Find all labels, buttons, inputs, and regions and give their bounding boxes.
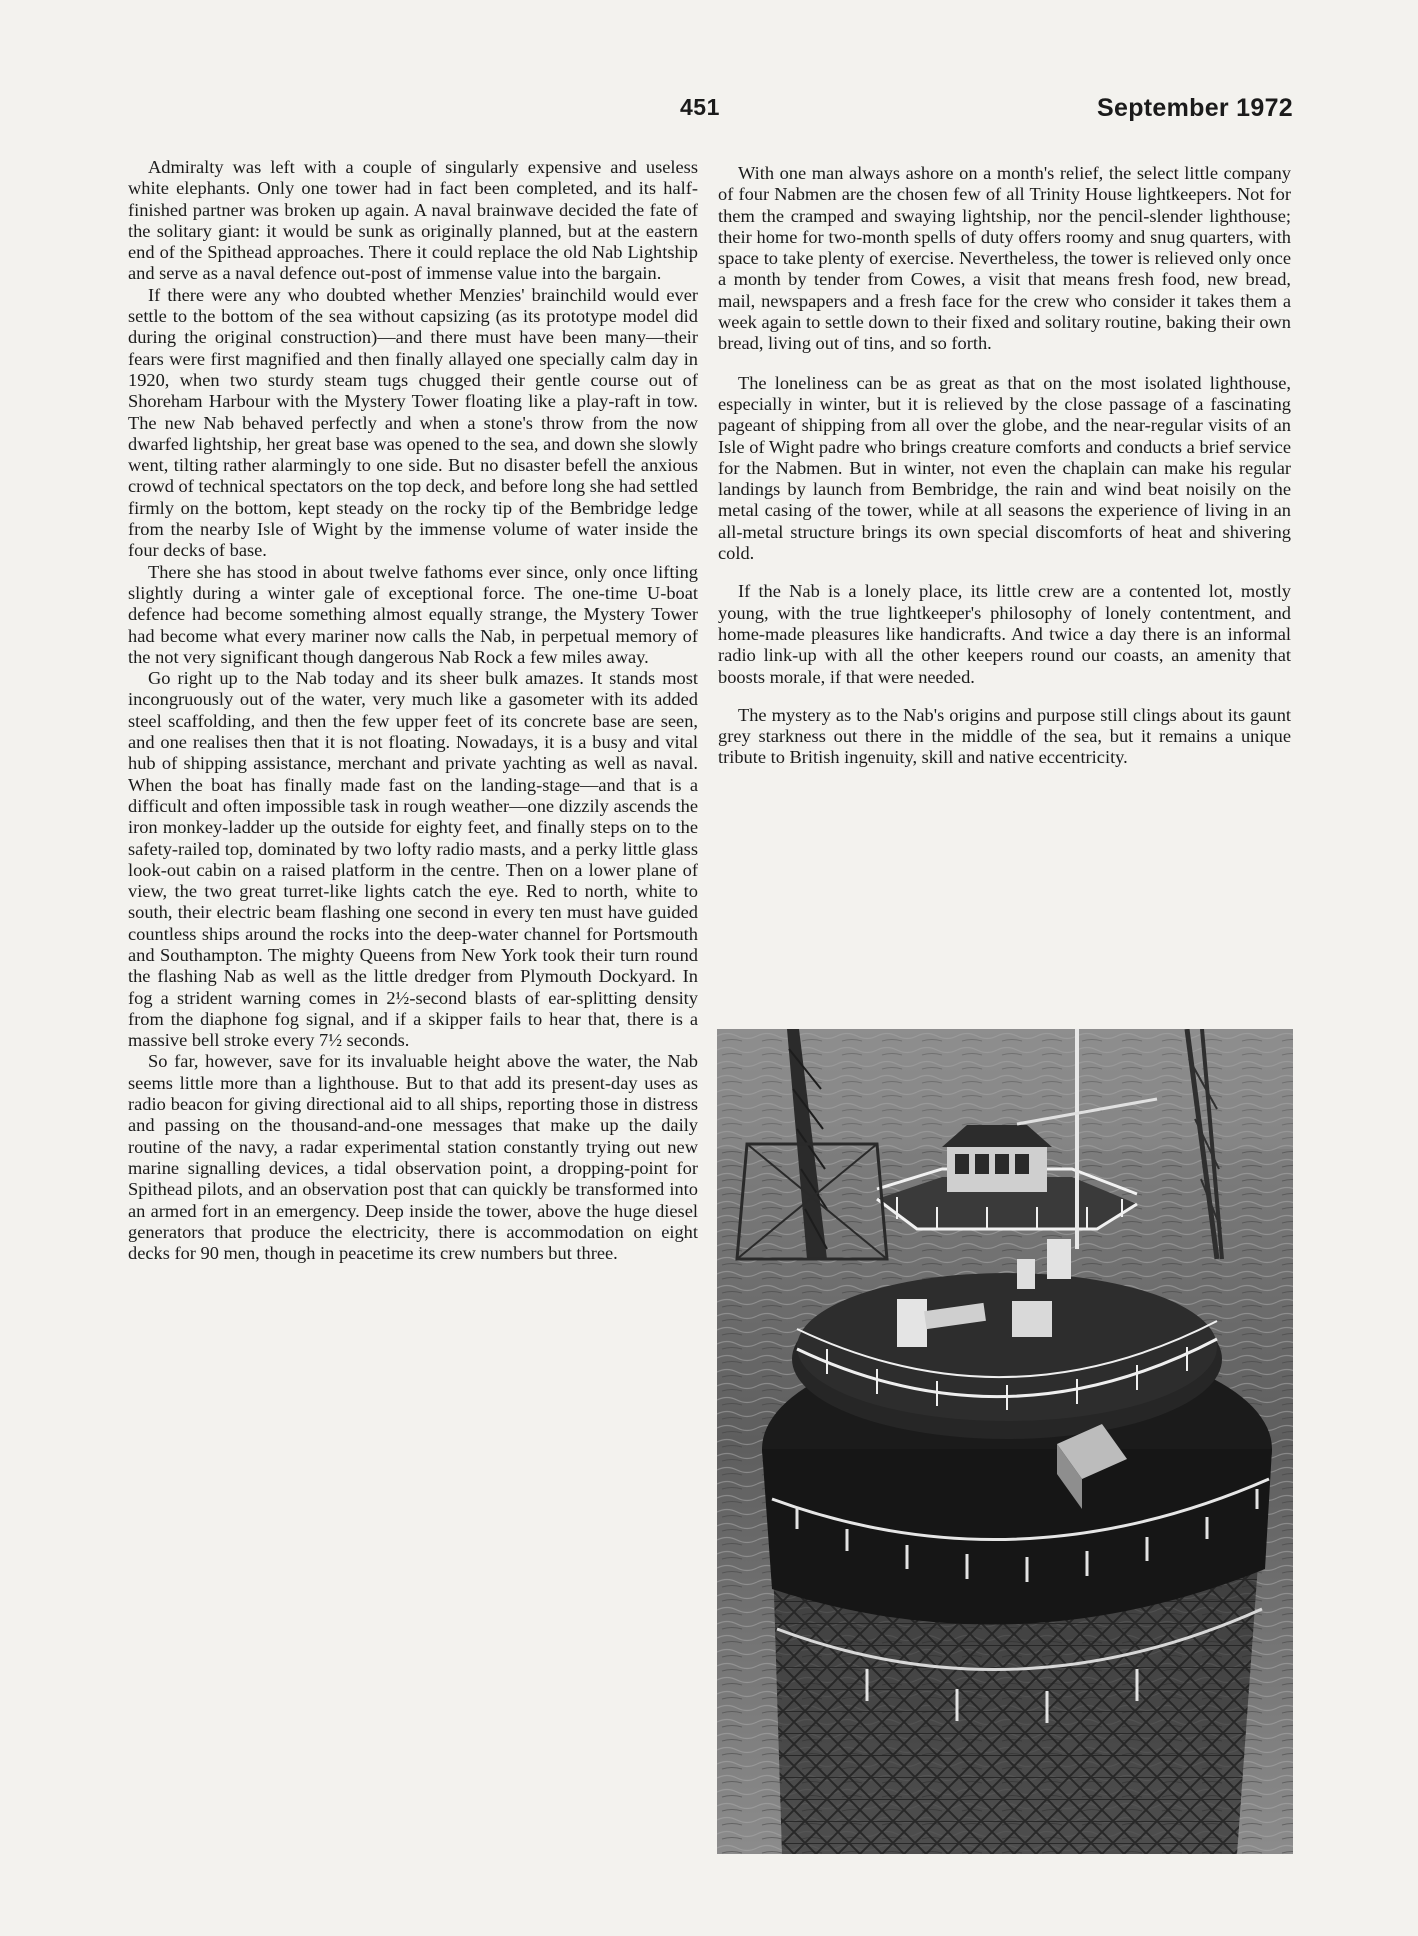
paragraph: So far, however, save for its invaluable height above the water, the Nab seems little more than a lighthouse. But to that add its present-day uses as radio beacon for giving directional aid to all ships, reporting those in distress and passing on the thousand-and-one messages that make up the daily routine of the navy, a radar experimental station constantly trying out new marine signalling devices, a tidal observation point, a dropping-point for Spithead pilots, and an observation post that can quickly be transformed into an armed fort in an emergency. Deep inside the tower, above the huge diesel generators that produce the electricity, there is accommodation on eight decks for 90 men, though in peacetime its crew numbers but three.: [128, 1051, 698, 1264]
paragraph: With one man always ashore on a month's relief, the select little company of four Nabmen are the chosen few of all Trinity House lightkeepers. Not for them the cramped and swaying lightship, nor the pencil-slender lighthouse; their home for two-month spells of duty offers roomy and snug quarters, with space to take plenty of exercise. Nevertheless, the tower is relieved only once a month by tender from Cowes, a visit that means fresh food, new bread, mail, newspapers and a fresh face for the crew who consider it takes them a week again to settle down to their fixed and solitary routine, baking their own bread, living out of tins, and so forth.: [718, 163, 1291, 354]
paragraph: If there were any who doubted whether Menzies' brainchild would ever settle to the bottom of the sea without capsizing (as its prototype model did during the original construction)—and there must have been many—their fears were first magnified and then finally allayed one specially calm day in 1920, when two sturdy steam tugs chugged their gentle course out of Shoreham Harbour with the Mystery Tower floating like a play-raft in tow. The new Nab behaved perfectly and when a stone's throw from the now dwarfed lightship, her great base was opened to the sea, and down she slowly went, tilting rather alarmingly to one side. But no disaster befell the anxious crowd of technical spectators on the top deck, and before long she had settled firmly on the bottom, kept steady on the rocky tip of the Bembridge ledge from the nearby Isle of Wight by the immense volume of water inside the four decks of base.: [128, 284, 698, 561]
paragraph: There she has stood in about twelve fathoms ever since, only once lifting slightly during a winter gale of exceptional force. The one-time U-boat defence had become something almost equally strange, the Mystery Tower had become what every mariner now calls the Nab, in perpetual memory of the not very significant though dangerous Nab Rock a few miles away.: [128, 561, 698, 667]
paragraph: Admiralty was left with a couple of singularly expensive and useless white elephants. Only one tower had in fact been completed, and its half-finished partner was broken up again. A naval brainwave decided the fate of the solitary giant: it would be sunk as originally planned, but at the eastern end of the Spithead approaches. There it could replace the old Nab Lightship and serve as a naval defence out-post of immense value into the bargain.: [128, 157, 698, 284]
page-number: 451: [680, 94, 720, 120]
paragraph: Go right up to the Nab today and its sheer bulk amazes. It stands most incongruously out of the water, very much like a gasometer with its added steel scaffolding, and then the few upper feet of its concrete base are seen, and one realises then that it is not floating. Nowadays, it is a busy and vital hub of shipping assistance, merchant and private yachting as well as naval. When the boat has finally made fast on the landing-stage—and that is a difficult and often impossible task in rough weather—one dizzily ascends the iron monkey-ladder up the outside for eighty feet, and finally steps on to the safety-railed top, dominated by two lofty radio masts, and a perky little glass look-out cabin on a raised platform in the centre. Then on a lower plane of view, the two great turret-like lights catch the eye. Red to north, white to south, their electric beam flashing one second in every ten must have guided countless ships around the rocks into the deep-water channel for Portsmouth and Southampton. The mighty Queens from New York took their turn round the flashing Nab as well as the little dredger from Plymouth Dockyard. In fog a strident warning comes in 2½-second blasts of ear-splitting density from the diaphone fog signal, and if a skipper fails to hear that, there is a massive bell stroke every 7½ seconds.: [128, 668, 698, 1051]
right-text-column: [718, 163, 1291, 786]
paragraph: The loneliness can be as great as that on the most isolated lighthouse, especially in winter, but it is relieved by the close passage of a fascinating pageant of shipping from all over the globe, and the near-regular visits of an Isle of Wight padre who brings creature comforts and conducts a brief service for the Nabmen. But in winter, not even the chaplain can make his regular landings by launch from Bembridge, the rain and wind beat noisily on the metal casing of the tower, while at all seasons the experience of living in an all-metal structure brings its own special discomforts of heat and shivering cold.: [718, 372, 1291, 564]
left-text-column: [128, 157, 698, 1264]
paragraph: If the Nab is a lonely place, its little crew are a contented lot, mostly young, with the true lightkeeper's philosophy of lonely contentment, and home-made pleasures like handicrafts. And twice a day there is an informal radio link-up with all the other keepers round our coasts, an amenity that boosts morale, if that were needed.: [718, 581, 1291, 687]
issue-date: September 1972: [1097, 94, 1293, 122]
paragraph: The mystery as to the Nab's origins and purpose still clings about its gaunt grey starkness out there in the middle of the sea, but it remains a unique tribute to British ingenuity, skill and native eccentricity.: [718, 704, 1291, 768]
nab-tower-photo: [717, 1029, 1293, 1854]
